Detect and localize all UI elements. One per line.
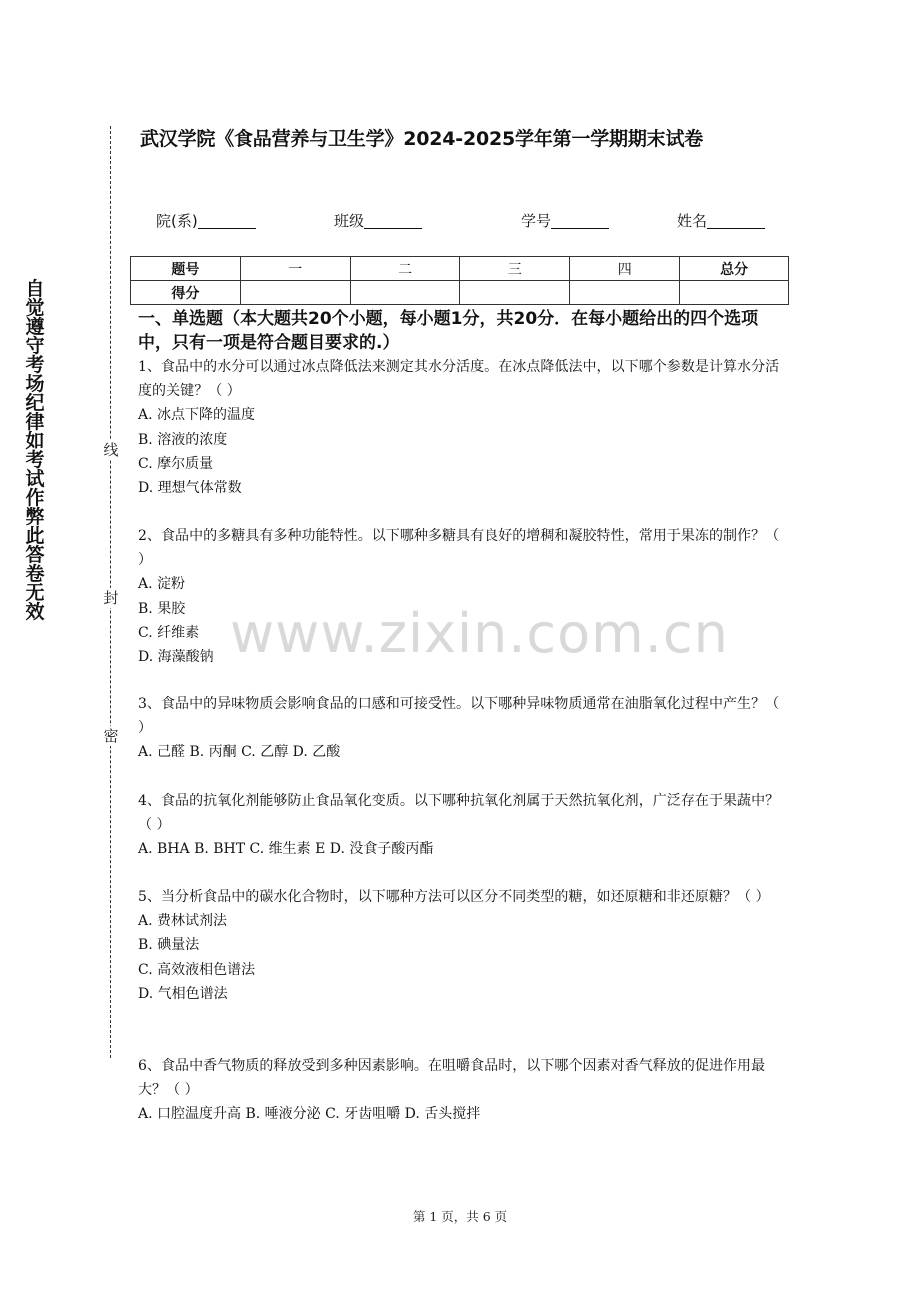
binding-mark-xian: 线 (101, 440, 121, 460)
notice-char: 卷 (25, 563, 45, 585)
class-blank[interactable] (364, 212, 422, 229)
vertical-exam-notice (22, 280, 48, 622)
score-table (130, 256, 789, 305)
question-stem: 6、食品中香气物质的释放受到多种因素影响。在咀嚼食品时，以下哪个因素对香气释放的促进作用最大？（ ） (138, 1058, 766, 1099)
option-b[interactable]: B. 果胶 (138, 600, 186, 617)
name-field (677, 210, 765, 231)
score-table-score-row (131, 281, 789, 305)
option-b[interactable]: B. 溶液的浓度 (138, 431, 228, 448)
score-table-header-row (131, 257, 789, 281)
notice-char: 考 (25, 449, 45, 471)
student-id-blank[interactable] (551, 212, 609, 229)
option-d[interactable]: D. 海藻酸钠 (138, 649, 214, 666)
name-blank[interactable] (707, 212, 765, 229)
score-cell[interactable] (570, 281, 680, 305)
option-a[interactable]: A. 淀粉 (138, 576, 186, 593)
header-cell: 总分 (680, 257, 789, 281)
college-blank[interactable] (198, 212, 256, 229)
question-3 (138, 692, 783, 765)
notice-char: 试 (25, 468, 45, 490)
notice-char: 守 (25, 335, 45, 357)
question-stem: 5、当分析食品中的碳水化合物时，以下哪种方法可以区分不同类型的糖，如还原糖和非还原糖？（ ） (138, 889, 770, 905)
header-cell: 二 (350, 257, 460, 281)
question-5 (138, 885, 783, 1006)
option-c[interactable]: C. 纤维素 (138, 624, 200, 641)
option-c[interactable]: C. 摩尔质量 (138, 455, 214, 472)
option-c[interactable]: C. 高效液相色谱法 (138, 961, 256, 978)
options-inline[interactable]: A. 口腔温度升高 B. 唾液分泌 C. 牙齿咀嚼 D. 舌头搅拌 (138, 1106, 481, 1123)
section-heading: 一、单选题（本大题共20个小题，每小题1分，共20分．在每小题给出的四个选项中，只有一项是符合题目要求的.） (138, 309, 759, 353)
notice-char: 答 (25, 544, 45, 566)
notice-char: 考 (25, 354, 45, 376)
header-cell: 题号 (131, 257, 241, 281)
header-cell: 三 (460, 257, 570, 281)
question-6 (138, 1054, 783, 1127)
notice-char: 律 (25, 411, 45, 433)
college-label: 院(系) (156, 212, 198, 230)
notice-char: 无 (25, 582, 45, 604)
option-d[interactable]: D. 气相色谱法 (138, 985, 228, 1002)
notice-char: 觉 (25, 297, 45, 319)
class-field (334, 210, 422, 231)
question-1 (138, 355, 783, 500)
notice-char: 遵 (25, 316, 45, 338)
student-id-field (521, 210, 609, 231)
option-a[interactable]: A. 冰点下降的温度 (138, 407, 256, 424)
notice-char: 如 (25, 430, 45, 452)
watermark: www.zixin.com.cn (230, 602, 729, 665)
header-cell: 一 (240, 257, 350, 281)
exam-title: 武汉学院《食品营养与卫生学》2024-2025学年第一学期期末试卷 (140, 128, 704, 150)
question-stem: 4、食品的抗氧化剂能够防止食品氧化变质。以下哪种抗氧化剂属于天然抗氧化剂，广泛存在于果蔬中？（ ） (138, 793, 780, 834)
notice-char: 作 (25, 487, 45, 509)
notice-char: 弊 (25, 506, 45, 528)
notice-char: 场 (25, 373, 45, 395)
score-row-label: 得分 (131, 281, 241, 305)
notice-char: 纪 (25, 392, 45, 414)
class-label: 班级 (334, 212, 365, 230)
score-cell[interactable] (240, 281, 350, 305)
options-inline[interactable]: A. 己醛 B. 丙酮 C. 乙醇 D. 乙酸 (138, 744, 341, 761)
options-inline[interactable]: A. BHA B. BHT C. 维生素 E D. 没食子酸丙酯 (138, 841, 434, 858)
score-cell[interactable] (350, 281, 460, 305)
question-stem: 1、食品中的水分可以通过冰点降低法来测定其水分活度。在冰点降低法中，以下哪个参数是计算水分活度的关键？（ ） (138, 359, 780, 400)
question-2 (138, 524, 783, 669)
question-stem: 2、食品中的多糖具有多种功能特性。以下哪种多糖具有良好的增稠和凝胶特性，常用于果冻的制作？（ ） (138, 528, 780, 569)
name-label: 姓名 (677, 212, 708, 230)
option-a[interactable]: A. 费林试剂法 (138, 913, 228, 930)
option-d[interactable]: D. 理想气体常数 (138, 480, 242, 497)
question-stem: 3、食品中的异味物质会影响食品的口感和可接受性。以下哪种异味物质通常在油脂氧化过程中产生？（ ） (138, 696, 780, 737)
header-cell: 四 (570, 257, 680, 281)
score-cell[interactable] (460, 281, 570, 305)
notice-char: 自 (25, 278, 45, 300)
notice-char: 此 (25, 525, 45, 547)
notice-char: 效 (25, 601, 45, 623)
option-b[interactable]: B. 碘量法 (138, 937, 200, 954)
question-4 (138, 789, 783, 862)
college-field (156, 210, 256, 231)
binding-mark-feng: 封 (101, 588, 121, 608)
student-id-label: 学号 (521, 212, 552, 230)
score-cell[interactable] (680, 281, 789, 305)
binding-mark-mi: 密 (101, 726, 121, 746)
page-footer: 第 1 页，共 6 页 (412, 1209, 508, 1224)
